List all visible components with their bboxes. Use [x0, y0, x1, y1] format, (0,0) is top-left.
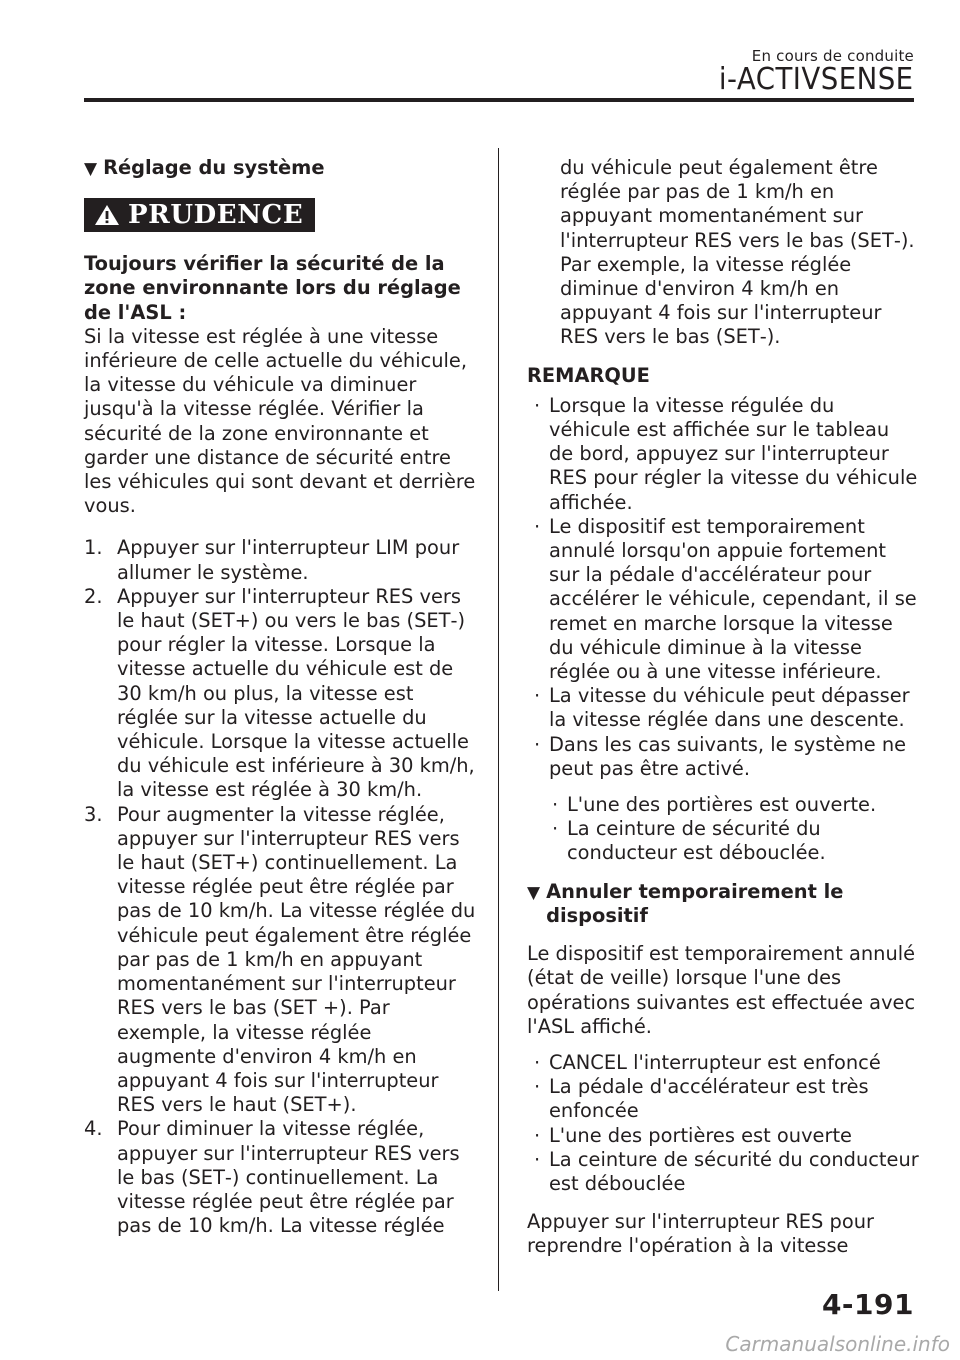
condition-item: · La pédale d'accélérateur est très enfoncée: [527, 1075, 919, 1123]
remark-item: · Lorsque la vitesse régulée du véhicule est affichée sur le tableau de bord, appuyez sur l'interrupteur RES pour régler la vitesse du véhicule affichée.: [527, 394, 919, 515]
step-item: [84, 536, 476, 584]
condition-item: · L'une des portières est ouverte: [527, 1124, 919, 1148]
section-heading: [84, 156, 476, 182]
page-number: 4-191: [821, 1288, 914, 1321]
caution-title: Toujours vérifier la sécurité de la zone environnante lors du réglage de l'ASL :: [84, 252, 461, 324]
remark-item: · Le dispositif est temporairement annulé lorsqu'on appuie fortement sur la pédale d'accélérateur pour accélérer le véhicule, cependant, il se remet en marche lorsque la vitesse du véhicule diminue à la vitesse réglée ou à une vitesse inférieure.: [527, 515, 919, 684]
caution-label: PRUDENCE: [128, 199, 304, 230]
step-item: [84, 585, 476, 803]
step-text: Pour diminuer la vitesse réglée, appuyer sur l'interrupteur RES vers le bas (SET‑) continuellement. La vitesse réglée peut être réglée par pas de 10 km/h. La vitesse réglée: [117, 1117, 460, 1238]
warning-icon: [94, 204, 120, 226]
right-column: [527, 156, 919, 1259]
step-number: 2.: [84, 584, 103, 608]
step-number: 1.: [84, 536, 103, 560]
header-title: i-ACTIVSENSE: [719, 62, 914, 97]
header-rule: [84, 98, 914, 102]
section-heading-text: Réglage du système: [103, 156, 325, 179]
step-item: [84, 1117, 476, 1238]
remark-item: · La vitesse du véhicule peut dépasser la vitesse réglée dans une descente.: [527, 684, 919, 732]
caution-badge: [84, 198, 315, 232]
remark-list: [527, 394, 919, 781]
sub-remark-item: · L'une des portières est ouverte.: [545, 793, 919, 817]
step-number: 4.: [84, 1117, 103, 1141]
triangle-bullet-icon: ▼: [527, 882, 541, 903]
step-number: 3.: [84, 802, 103, 826]
triangle-bullet-icon: ▼: [84, 159, 98, 179]
header-section: En cours de conduite: [751, 47, 914, 65]
condition-item: · La ceinture de sécurité du conducteur est débouclée: [527, 1148, 919, 1196]
sub-remark-item: · La ceinture de sécurité du conducteur est débouclée.: [545, 817, 919, 865]
step-text: Appuyer sur l'interrupteur RES vers le haut (SET+) ou vers le bas (SET‑) pour régler la vitesse. Lorsque la vitesse actuelle du véhicule est de 30 km/h ou plus, la vitesse est réglée sur la vitesse actuelle du véhicule. Lorsque la vitesse actuelle du véhicule est inférieure à 30 km/h, la vitesse est réglée à 30 km/h.: [117, 584, 475, 802]
steps-list: [84, 536, 476, 1238]
caution-body: Si la vitesse est réglée à une vitesse inférieure de celle actuelle du véhicule, la vitesse du véhicule va diminuer jusqu'à la vitesse réglée. Vérifier la sécurité de la zone environnante et garder une distance de sécurité entre les véhicules qui sont devant et derrière vous.: [84, 324, 476, 518]
condition-list: [527, 1051, 919, 1196]
step-text: Appuyer sur l'interrupteur LIM pour allumer le système.: [117, 536, 460, 584]
cancel-paragraph: Le dispositif est temporairement annulé (état de veille) lorsque l'une des opérations suivantes est effectuée avec l'ASL affiché.: [527, 942, 916, 1038]
remark-label: REMARQUE: [527, 363, 650, 387]
remark-item: · Dans les cas suivants, le système ne peut pas être activé.: [527, 733, 919, 781]
step-continuation: du véhicule peut également être réglée par pas de 1 km/h en appuyant momentanément sur l'interrupteur RES vers le bas (SET‑). Par exemple, la vitesse réglée diminue d'environ 4 km/h en appuyant 4 fois sur l'interrupteur RES vers le bas (SET‑).: [560, 156, 915, 349]
section-heading-2-text: Annuler temporairement le dispositif: [546, 879, 844, 927]
step-text: Pour augmenter la vitesse réglée, appuyer sur l'interrupteur RES vers le haut (SET+) continuellement. La vitesse réglée peut être réglée par pas de 10 km/h. La vitesse réglée du véhicule peut également être réglée par pas de 1 km/h en appuyant momentanément sur l'interrupteur RES vers le bas (SET +). Par exemple, la vitesse réglée augmente d'environ 4 km/h en appuyant 4 fois sur l'interrupteur RES vers le haut (SET+).: [117, 802, 476, 1117]
step-item: [84, 803, 476, 1118]
column-divider: [498, 148, 499, 1291]
section-heading-2: [527, 880, 919, 928]
resume-paragraph: Appuyer sur l'interrupteur RES pour reprendre l'opération à la vitesse: [527, 1210, 874, 1258]
watermark-url: Carmanualsonline.info: [725, 1332, 950, 1356]
condition-item: · CANCEL l'interrupteur est enfoncé: [527, 1051, 919, 1075]
sub-remark-list: [545, 793, 919, 866]
left-column: [84, 156, 476, 1238]
